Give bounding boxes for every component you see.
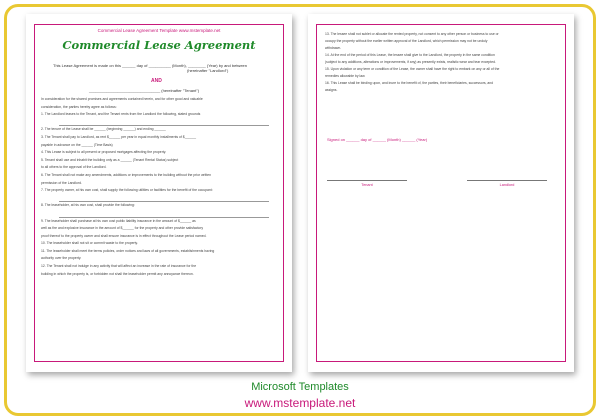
clause-line: 3. The Tenant shall pay to Landlord, as rent $______ per year in equal monthly installments of $______ [41, 134, 197, 139]
clause-line: 9. The leaseholder shall purchase at his own cost public liability insurance in the amount of $______ as [41, 218, 196, 223]
clause-line: consideration, the parties hereby agree as follows: [41, 104, 117, 109]
clause-line: 7. The property owner, at his own cost, shall supply the following utilities or facilities for the benefit of the occupant: [41, 188, 213, 193]
lease-page-2 [308, 14, 574, 372]
tenant-signature: Tenant [327, 180, 407, 187]
clause-line: 1. The Landlord leases to the Tenant, and the Tenant rents from the Landlord the following, stated grounds [41, 112, 201, 117]
clause-line: building in which the property is, or forbidden not shall the leaseholder permit any annoyance thereon. [41, 271, 194, 276]
intro-line-landlord: (hereinafter "Landlord") [187, 68, 229, 73]
clause-line: authority over the property. [41, 256, 82, 261]
clause-line: 6. The Tenant shall not make any amendments, additions or improvements to the building without the prior written [41, 172, 212, 177]
clause-line: payable in advance on the ______ (Time Basis) [41, 142, 113, 147]
document-title: Commercial Lease Agreement [62, 38, 256, 52]
site-url[interactable]: www.mstemplate.net [244, 396, 356, 410]
brand-label: Microsoft Templates [251, 381, 349, 393]
signed-on-line: Signed on ______ day of ______ (Month) ______ (Year) [327, 137, 428, 142]
blank-line [59, 210, 269, 218]
landlord-signature: Landlord [467, 180, 547, 187]
blank-line [59, 195, 269, 203]
lease-page-1 [26, 14, 292, 372]
clauses-list [41, 96, 277, 278]
header-line: Commercial Lease Agreement Template www.mstemplate.net [97, 28, 221, 33]
intro-line: This Lease Agreement is made on this ______ day of __________ (Month), ________ (Year) by and between [53, 63, 247, 68]
clause-line: 16. This Lease shall be binding upon, and inure to the benefit of, the parties, their beneficiaries, successors, and [325, 81, 494, 85]
clause-line: 12. The Tenant shall not indulge in any activity that will affect an increase in the rate of insurance for the [41, 264, 197, 269]
clause-line: 11. The leaseholder shall meet the terms policies, order notices and laws of all governments, establishments having [41, 248, 215, 253]
clause-line: 4. This Lease is subject to all present or proposed mortgages affecting the property. [41, 150, 167, 155]
clause-line: 8. The leaseholder, at his own cost, shall provide the following: [41, 203, 135, 208]
clause-line: withdrawn. [325, 46, 342, 50]
clause-line: (subject to any additions, alterations or improvements, if any) as presently exists, realistic wear and tear excepted. [325, 60, 496, 64]
clause-line: 14. At the end of the period of this Lease, the lessee shall give to the Landlord, the property in the same condition [325, 53, 495, 57]
clause-line: permission of the Landlord. [41, 180, 82, 185]
and-label: AND [151, 78, 162, 84]
clause-line: well as fire and explosive insurance in the amount of $______ for the property and other provide satisfactory [41, 226, 204, 231]
clause-line: to all others to the approval of the Landlord. [41, 165, 107, 170]
clause-line: occupy the property without the earlier written approval of the Landlord, which permission may not be unduly [325, 39, 488, 43]
clause-line: proof thereof to the property owner and shall ensure insurance is in effect throughout the Lease period named. [41, 233, 207, 238]
page-border [34, 24, 284, 362]
clause-line: 2. The tenure of the Lease shall be ______ (beginning ______) and ending ______ [41, 127, 166, 132]
clause-line: In consideration for the shared promises and agreements contained herein, and for other good and valuable [41, 97, 203, 101]
tenant-line: ________________________________ (hereinafter "Tenant") [89, 88, 200, 93]
page-border [316, 24, 566, 362]
clause-line: 15. Upon violation or any term or condition of the Lease, the owner shall have the right to embark on any or all of the [325, 67, 500, 71]
clause-line: 13. The lessee shall not sublet or allocate the rented property, not consent to any other person or business to use or [325, 32, 499, 36]
blank-line [59, 119, 269, 127]
clauses-list [325, 31, 557, 94]
clause-line: remedies allowable by law. [325, 74, 366, 78]
clause-line: assigns. [325, 88, 338, 92]
clause-line: 5. Tenant shall use and inhabit the building only as a ______ (Tenant Rental Status) subject [41, 157, 179, 162]
clause-line: 10. The leaseholder shall not sit or commit waste to the property. [41, 241, 138, 246]
